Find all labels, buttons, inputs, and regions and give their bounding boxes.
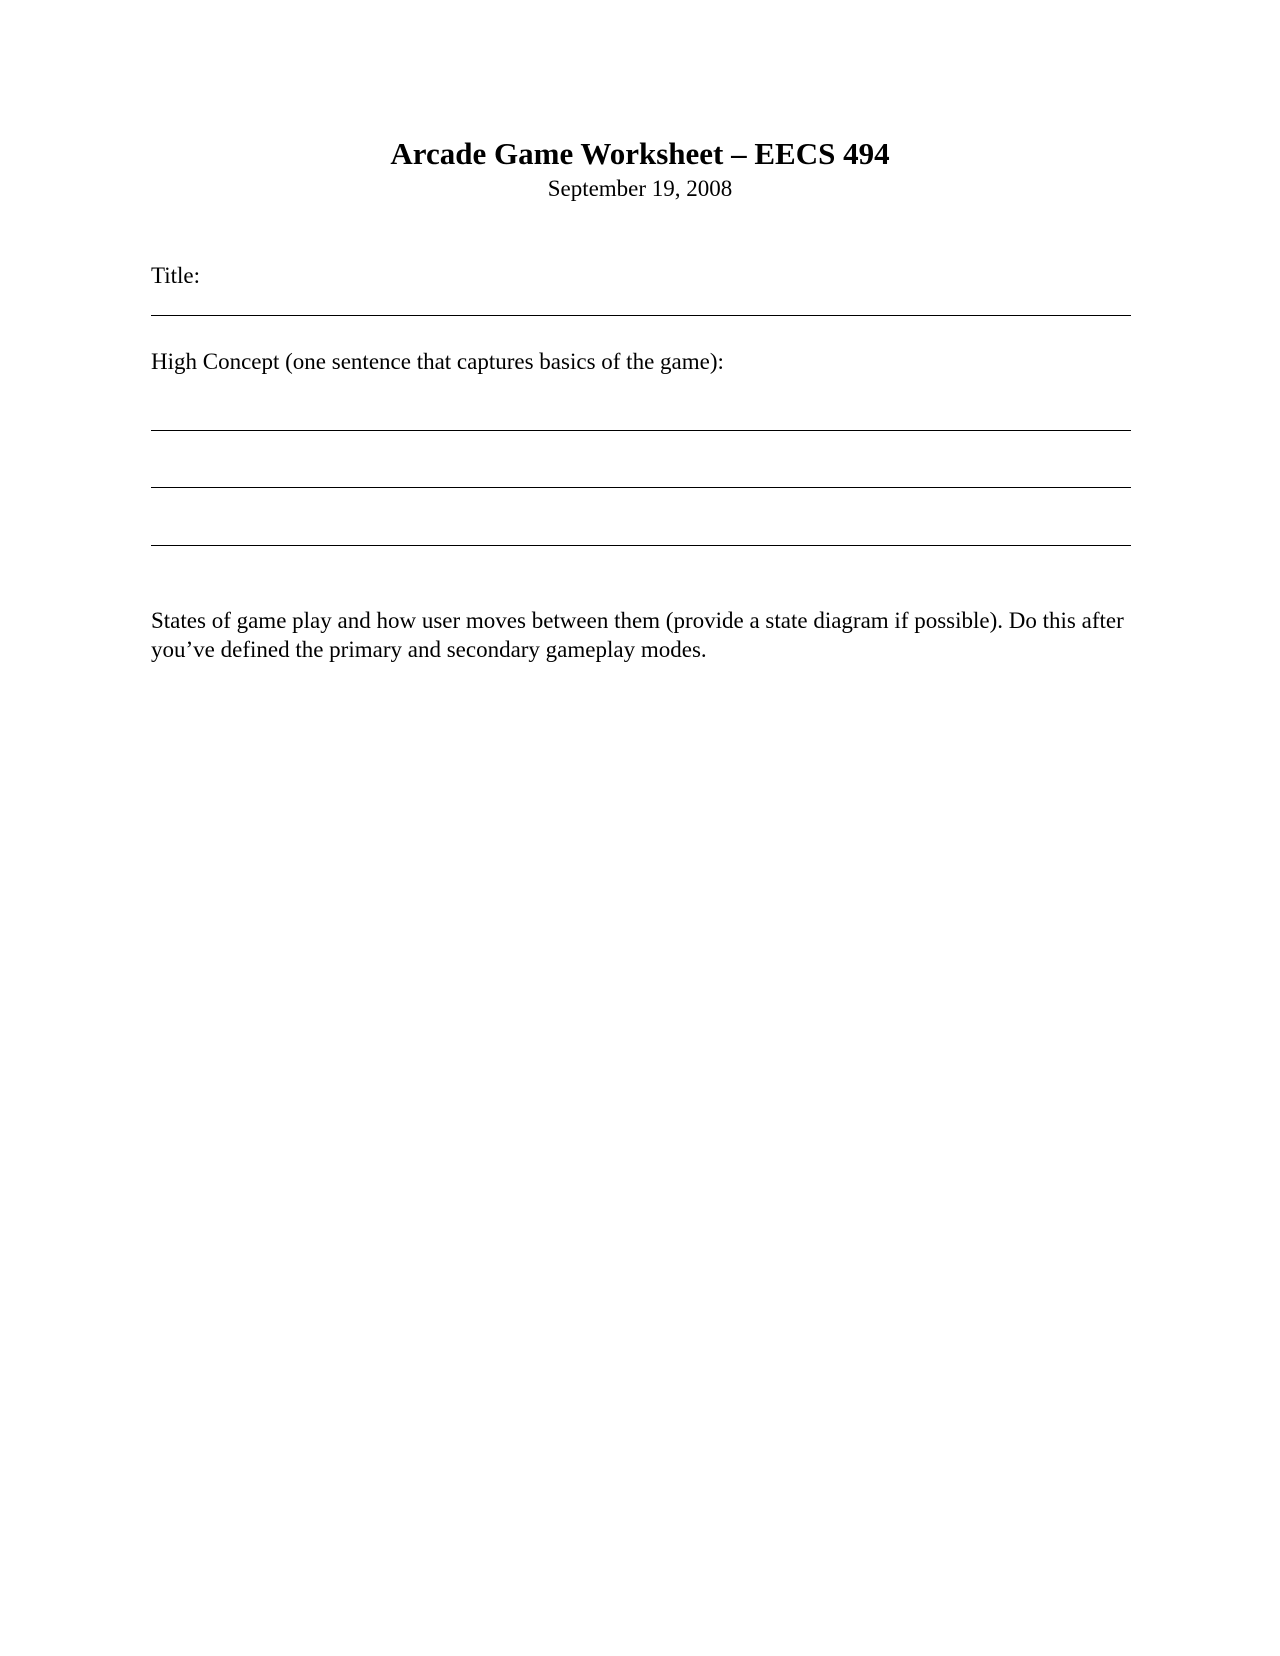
high-concept-answer-line-3[interactable] [151,545,1131,546]
states-prompt: States of game play and how user moves between them (provide a state diagram if possible). Do this after you’ve defined the primary and secondary gameplay modes. [151,608,1124,662]
high-concept-answer-line-1[interactable] [151,430,1131,431]
high-concept-answer-line-2[interactable] [151,487,1131,488]
title-field-label: Title: [151,263,201,288]
title-answer-line[interactable] [151,315,1131,316]
high-concept-label: High Concept (one sentence that captures basics of the game): [151,349,724,374]
document-title: Arcade Game Worksheet – EECS 494 [390,136,890,171]
document-date: September 19, 2008 [547,176,733,201]
